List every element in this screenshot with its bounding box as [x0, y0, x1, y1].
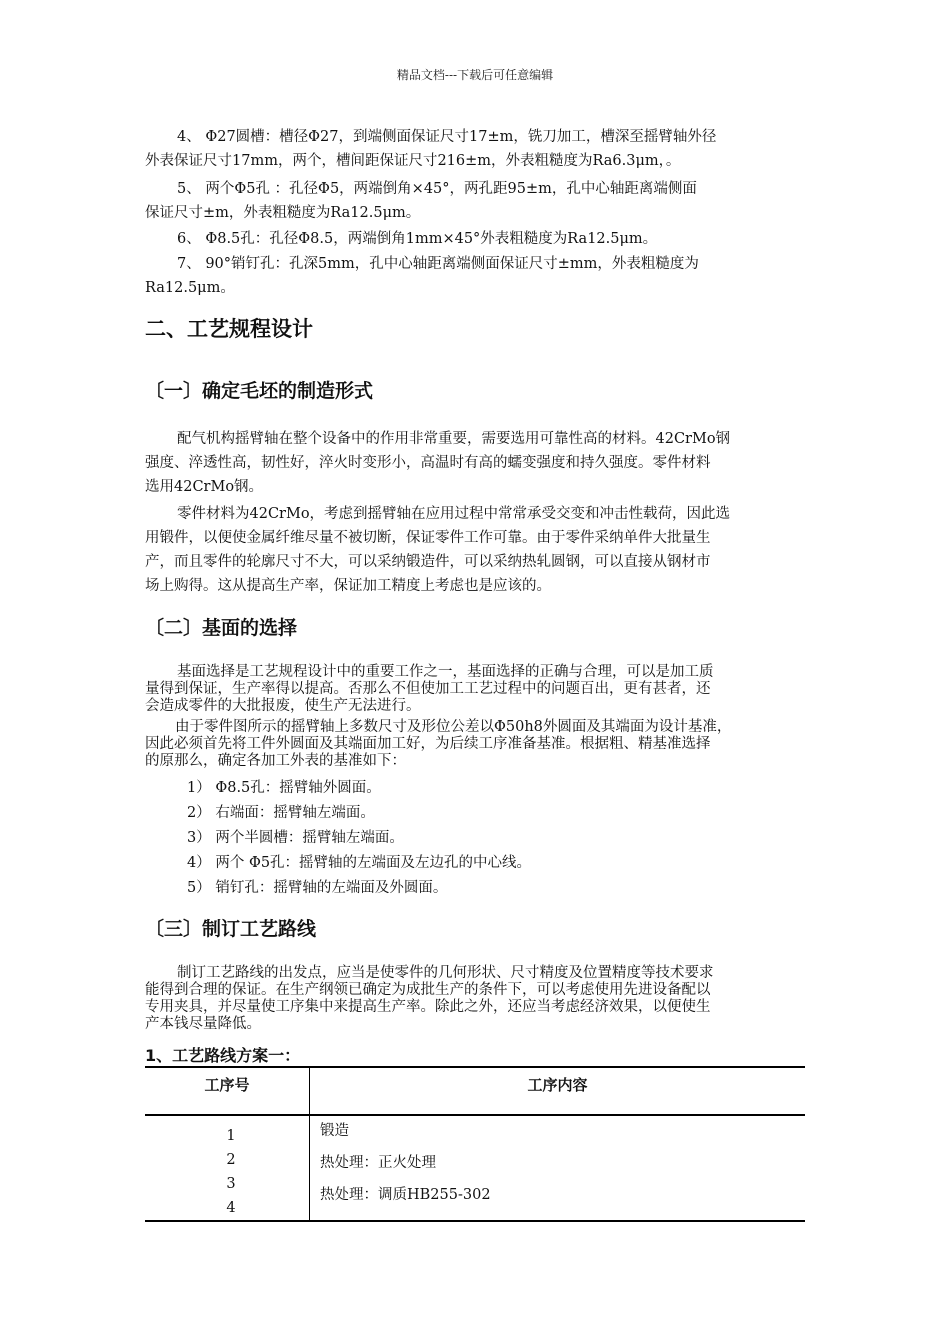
subsection-1-title: 〔一〕确定毛坯的制造形式 — [145, 380, 374, 402]
step-number: 2 — [226, 1152, 236, 1168]
step-content: 热处理：正火处理 — [320, 1155, 436, 1171]
step-content: 锻造 — [320, 1123, 349, 1139]
list-item: 3） 两个半圆槽：摇臂轴左端面。 — [187, 830, 404, 846]
subsection-2-title: 〔二〕基面的选择 — [145, 617, 298, 639]
list-item: 2） 右端面：摇臂轴左端面。 — [187, 805, 375, 821]
sub1-paragraph-2: 零件材料为42CrMo，考虑到摇臂轴在应用过程中常常承受交变和冲击性载荷，因此选 用锻件，以便使金属纤维尽量不被切断，保证零件工作可靠。由于零件采纳单件大批量生 产，而且零件的轮廓尺寸不大，可以采纳锻造件，可以采纳热轧圆钢，可以直接从钢材市 场上购得。这从提高生产率，保证加工精度上考虑也是应该的。 — [145, 506, 731, 594]
sub2-paragraph-2: 由于零件图所示的摇臂轴上多数尺寸及形位公差以Φ50h8外圆面及其端面为设计基准， 因此必须首先将工件外圆面及其端面加工好，为后续工序准备基准。根据粗、精基准选择 的原那么，确定各加工外表的基准如下： — [145, 719, 732, 769]
sub2-paragraph-1: 基面选择是工艺规程设计中的重要工作之一，基面选择的正确与合理，可以是加工质 量得到保证，生产率得以提高。否那么不但使加工工艺过程中的问题百出，更有甚者，还 会造成零件的大批报废，使生产无法进行。 — [145, 664, 714, 714]
page-header: 精品文档---下载后可任意编辑 — [396, 68, 554, 82]
item-6: 6、 Φ8.5孔：孔径Φ8.5，两端倒角1mm×45°外表粗糙度为Ra12.5μm。 — [177, 231, 658, 247]
step-contents-cell — [310, 1115, 806, 1221]
item-7: 7、 90°销钉孔：孔深5mm，孔中心轴距离端侧面保证尺寸±mm，外表粗糙度为 Ra12.5μm。 — [145, 256, 699, 296]
step-numbers-cell — [145, 1115, 310, 1221]
step-number: 4 — [226, 1200, 236, 1216]
step-number: 3 — [226, 1176, 236, 1192]
process-route-table — [145, 1066, 805, 1222]
column-header-content: 工序内容 — [310, 1067, 806, 1115]
column-header-step-no: 工序号 — [145, 1067, 310, 1115]
section-title: 二、工艺规程设计 — [145, 317, 313, 341]
step-number: 1 — [226, 1128, 236, 1144]
datum-list — [187, 776, 531, 901]
route-plan-title: 1、工艺路线方案一： — [145, 1046, 301, 1065]
table-row — [145, 1115, 805, 1221]
sub3-paragraph-1: 制订工艺路线的出发点，应当是使零件的几何形状、尺寸精度及位置精度等技术要求 能得到合理的保证。在生产纲领已确定为成批生产的条件下，可以考虑使用先进设备配以 专用夹具，并尽量使工序集中来提高生产率。除此之外，还应当考虑经济效果，以便使生 产本钱尽量降低。 — [145, 965, 714, 1032]
list-item: 4） 两个 Φ5孔：摇臂轴的左端面及左边孔的中心线。 — [187, 855, 532, 871]
list-item: 1） Φ8.5孔：摇臂轴外圆面。 — [187, 780, 381, 796]
step-content: 热处理：调质HB255-302 — [320, 1187, 491, 1203]
list-item: 5） 销钉孔：摇臂轴的左端面及外圆面。 — [187, 880, 448, 896]
item-4: 4、 Φ27圆槽：槽径Φ27，到端侧面保证尺寸17±m，铣刀加工，槽深至摇臂轴外径 外表保证尺寸17mm，两个，槽间距保证尺寸216±m，外表粗糙度为Ra6.3μm，。 — [145, 129, 717, 169]
sub1-paragraph-1: 配气机构摇臂轴在整个设备中的作用非常重要，需要选用可靠性高的材料。42CrMo钢 强度、淬透性高，韧性好，淬火时变形小，高温时有高的蠕变强度和持久强度。零件材料 选用42CrMo钢。 — [145, 431, 731, 495]
subsection-3-title: 〔三〕制订工艺路线 — [145, 918, 317, 940]
item-5: 5、 两个Φ5孔 ：孔径Φ5，两端倒角×45°，两孔距95±m，孔中心轴距离端侧面 保证尺寸±m，外表粗糙度为Ra12.5μm。 — [145, 181, 697, 221]
